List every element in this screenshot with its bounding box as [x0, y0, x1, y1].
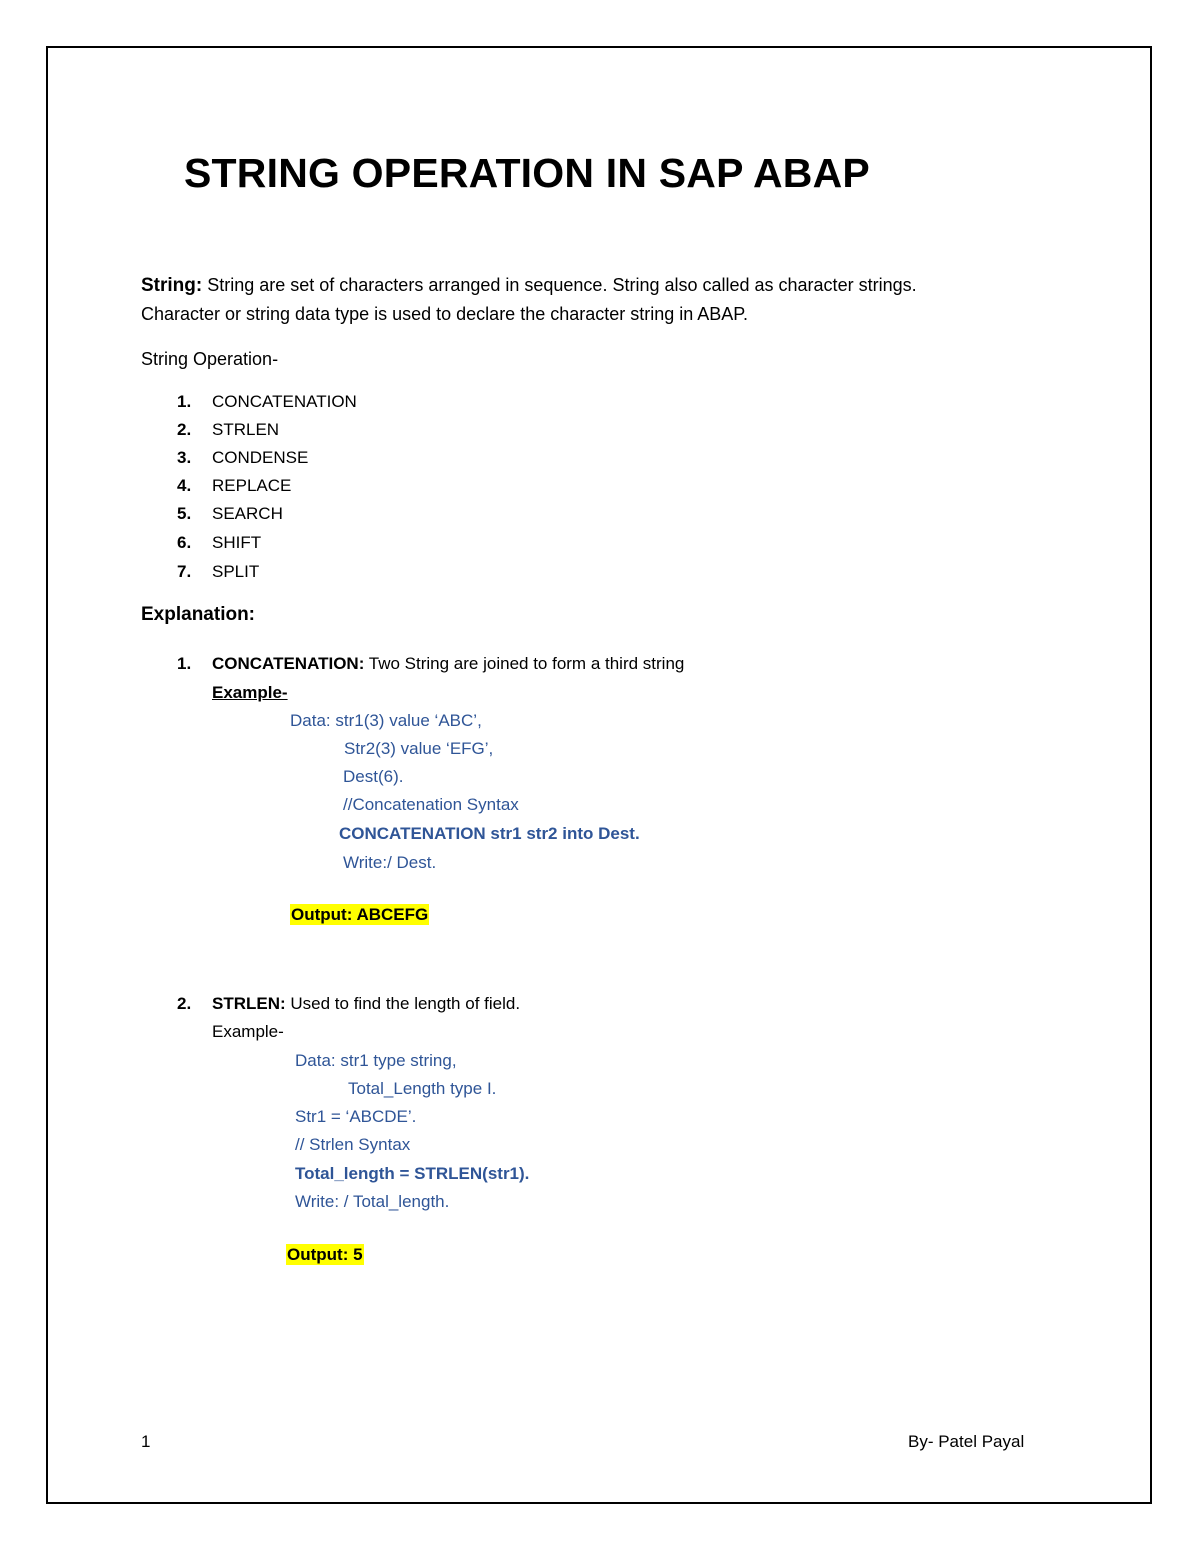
section-text: Used to find the length of field.: [285, 994, 521, 1013]
code-line: Dest(6).: [343, 767, 404, 786]
code-line: Str2(3) value ‘EFG’,: [344, 739, 494, 758]
operations-heading: String Operation-: [141, 349, 279, 369]
output-text: Output: 5: [287, 1245, 363, 1264]
section-strlen-heading: [177, 990, 521, 1018]
list-item: [177, 558, 260, 586]
list-number: 4.: [177, 476, 192, 495]
intro-text-1: String are set of characters arranged in sequence. String also called as character strings.: [202, 275, 917, 295]
list-item: [177, 500, 283, 528]
list-number: 5.: [177, 504, 192, 523]
code-line: Total_Length type I.: [348, 1079, 497, 1098]
code-line-syntax: CONCATENATION str1 str2 into Dest.: [339, 824, 640, 843]
list-item-label: STRLEN: [212, 420, 280, 439]
intro-line-2: Character or string data type is used to declare the character string in ABAP.: [141, 304, 748, 324]
code-comment: // Strlen Syntax: [295, 1135, 411, 1154]
intro-line-1: [141, 271, 917, 300]
code-line: Str1 = ‘ABCDE’.: [295, 1107, 417, 1126]
code-line: Data: str1(3) value ‘ABC’,: [290, 711, 482, 730]
code-comment: //Concatenation Syntax: [343, 795, 519, 814]
list-number: 2.: [177, 420, 192, 439]
list-item: [177, 472, 292, 500]
section-number: 1.: [177, 654, 192, 673]
list-number: 1.: [177, 392, 192, 411]
list-number: 6.: [177, 533, 192, 552]
list-item: [177, 444, 309, 472]
list-number: 7.: [177, 562, 192, 581]
example-label: Example-: [212, 683, 288, 702]
page-title: STRING OPERATION IN SAP ABAP: [184, 150, 870, 196]
list-item-label: CONCATENATION: [212, 392, 357, 411]
page-border: [46, 46, 1152, 1504]
code-line: Data: str1 type string,: [295, 1051, 457, 1070]
section-number: 2.: [177, 994, 192, 1013]
list-item: [177, 416, 280, 444]
code-line-syntax: Total_length = STRLEN(str1).: [295, 1164, 530, 1183]
section-text: Two String are joined to form a third string: [364, 654, 685, 673]
list-item-label: SEARCH: [212, 504, 283, 523]
section-concatenation-heading: [177, 650, 685, 678]
section-label: STRLEN:: [212, 994, 286, 1013]
list-item: [177, 388, 357, 416]
output-text: Output: ABCEFG: [291, 905, 429, 924]
page-number: 1: [141, 1432, 151, 1451]
list-item-label: SHIFT: [212, 533, 262, 552]
intro-label: String:: [141, 275, 203, 296]
list-item: [177, 529, 262, 557]
example-label: Example-: [212, 1022, 284, 1041]
explanation-heading: Explanation:: [141, 604, 256, 625]
code-line: Write: / Total_length.: [295, 1192, 450, 1211]
list-item-label: SPLIT: [212, 562, 260, 581]
footer-author: By- Patel Payal: [908, 1432, 1025, 1451]
list-item-label: REPLACE: [212, 476, 292, 495]
list-number: 3.: [177, 448, 192, 467]
output-highlight: [286, 1245, 364, 1265]
section-label: CONCATENATION:: [212, 654, 365, 673]
output-highlight: [290, 905, 429, 925]
code-line: Write:/ Dest.: [343, 853, 437, 872]
list-item-label: CONDENSE: [212, 448, 309, 467]
